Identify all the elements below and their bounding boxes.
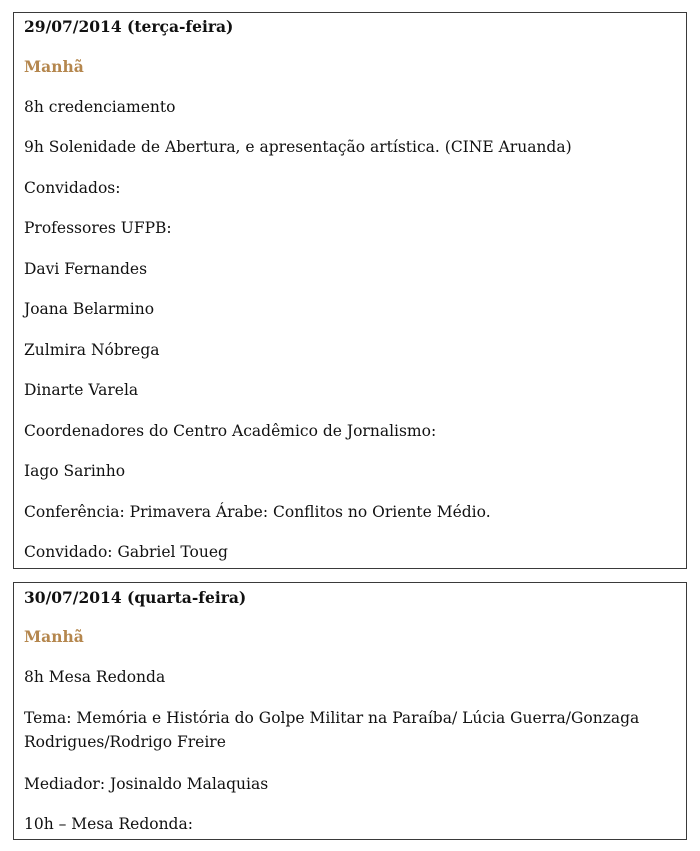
schedule-line: Convidado: Gabriel Toueg — [24, 543, 228, 561]
schedule-line: Professores UFPB: — [24, 219, 172, 237]
schedule-line: Joana Belarmino — [24, 300, 155, 318]
schedule-line: Convidados: — [24, 179, 121, 197]
schedule-line: Zulmira Nóbrega — [24, 341, 160, 359]
day-1-period-label: Manhã — [24, 57, 84, 76]
day-1-date-heading: 29/07/2014 (terça-feira) — [24, 17, 234, 36]
schedule-line: 9h Solenidade de Abertura, e apresentação artística. (CINE Aruanda) — [24, 138, 572, 156]
day-2-period-label: Manhã — [24, 627, 84, 646]
schedule-line: Tema: Memória e História do Golpe Militar na Paraíba/ Lúcia Guerra/Gonzaga Rodrigues/Rodrigo Freire — [24, 709, 640, 751]
schedule-line: Mediador: Josinaldo Malaquias — [24, 775, 269, 793]
schedule-line: 10h – Mesa Redonda: — [24, 815, 193, 833]
schedule-line: Coordenadores do Centro Acadêmico de Jornalismo: — [24, 422, 437, 440]
day-2-date-heading: 30/07/2014 (quarta-feira) — [24, 588, 247, 607]
schedule-line: Iago Sarinho — [24, 462, 126, 480]
schedule-line: 8h Mesa Redonda — [24, 668, 166, 686]
schedule-day-2 — [13, 582, 687, 840]
schedule-line: Davi Fernandes — [24, 260, 148, 278]
schedule-line: Dinarte Varela — [24, 381, 139, 399]
schedule-line: 8h credenciamento — [24, 98, 176, 116]
schedule-line: Conferência: Primavera Árabe: Conflitos no Oriente Médio. — [24, 503, 491, 521]
schedule-day-1 — [13, 12, 687, 569]
